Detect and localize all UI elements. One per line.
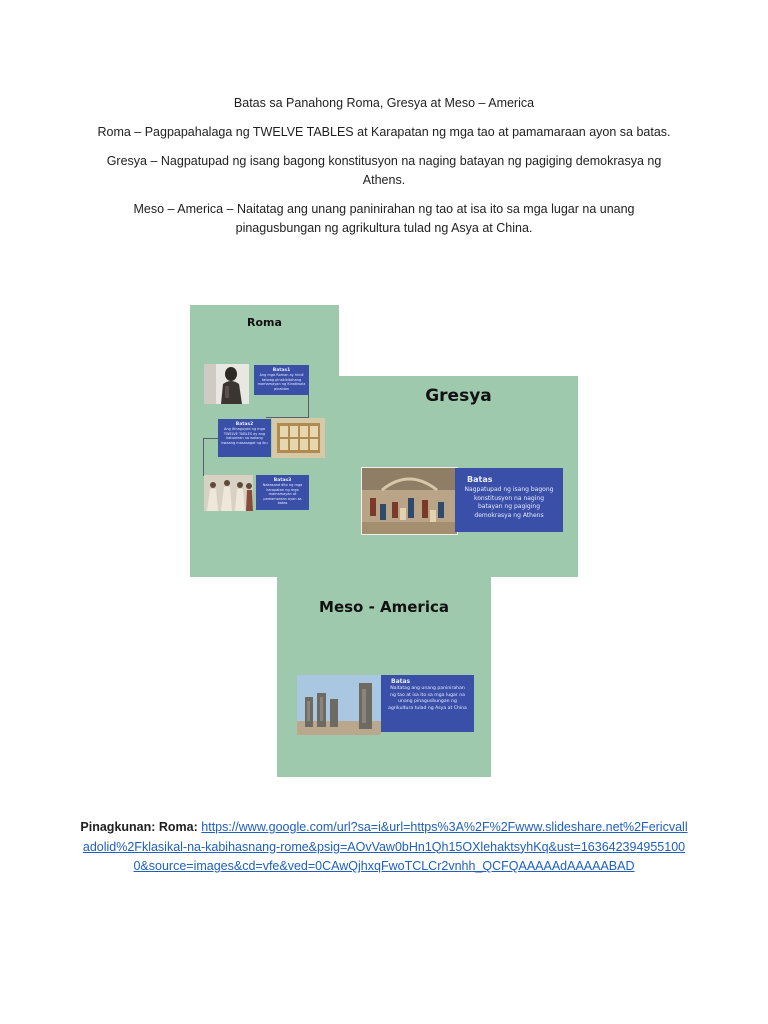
roma-box-2-text: Ang itinaguyod ng mga TWELVE TABLES ay ang katuwiran na walang bwaang masasagot ng ibu xyxy=(221,427,268,445)
roma-box-1-heading: Batas1 xyxy=(272,368,291,373)
toltec-statues-image xyxy=(297,675,381,735)
roma-box-3-heading: Batas3 xyxy=(273,478,292,483)
meso-america-box xyxy=(381,675,474,732)
roma-box-3-text: Nakasaad dito ng mga karapatan ng mga mamamayan at pamamaraan ayon sa batas xyxy=(262,483,303,505)
gresya-card-title: Gresya xyxy=(425,386,492,406)
connector-line xyxy=(203,438,204,476)
roma-box-3 xyxy=(256,475,309,510)
roma-photo-senators xyxy=(204,475,253,511)
gresya-photo xyxy=(361,467,458,535)
meso-america-box-text: Naitatag ang unang paninirahan ng tao at isa ito sa mga lugar na unang pinagusbungan ng agrikultura tulad ng Asya at China xyxy=(388,686,467,711)
roma-photo-twelve-tables xyxy=(272,418,325,458)
source-label: Pinagkunan: Roma: xyxy=(80,820,198,834)
gresya-box-heading: Batas xyxy=(467,475,493,484)
roma-card xyxy=(190,305,339,577)
paragraph-gresya: Gresya – Nagpatupad ng isang bagong konstitusyon na naging batayan ng pagiging demokrasya ng Athens. xyxy=(106,154,662,187)
source-citation xyxy=(80,818,688,877)
connector-line xyxy=(203,438,218,439)
twelve-tables-image xyxy=(272,418,325,458)
meso-america-card xyxy=(277,577,491,777)
paragraph-meso-america: Meso – America – Naitatag ang unang paninirahan ng tao at isa ito sa mga lugar na unang pinagusbungan ng agrikultura tulad ng Asya at China. xyxy=(133,202,635,235)
statue-image xyxy=(204,364,249,404)
roma-box-1 xyxy=(254,365,309,395)
senators-image xyxy=(204,475,253,511)
meso-america-photo xyxy=(297,675,381,735)
gresya-box-text: Nagpatupad ng isang bagong konstitusyon na naging batayan ng pagiging demokrasya ng Athens xyxy=(464,486,554,519)
meso-america-box-heading: Batas xyxy=(391,678,411,685)
roma-photo-statue xyxy=(204,364,249,404)
paragraph-roma: Roma – Pagpapahalaga ng TWELVE TABLES at Karapatan ng mga tao at pamamaraan ayon sa batas. xyxy=(97,125,671,139)
gresya-card xyxy=(339,376,578,577)
roma-box-2-heading: Batas2 xyxy=(235,422,254,427)
source-link[interactable]: https://www.google.com/url?sa=i&url=https%3A%2F%2Fwww.slideshare.net%2Fericvalladolid%2Fklasikal-na-kabihasnang-rome&psig=AOvVaw0bHn1Qh15OXlehaktsyhKq&ust=1636423949551000&source=images&cd=vfe&ved=0CAwQjhxqFwoTCLCr2vnhh_QCFQAAAAAdAAAAABAD xyxy=(82,820,688,873)
roma-card-title: Roma xyxy=(247,316,282,329)
gresya-box xyxy=(455,468,563,532)
school-of-athens-image xyxy=(362,468,457,534)
roma-box-1-text: Ang mga Roman ay hindi tatwag pinakikitahang mamamayan ng Kinatiwala pinaidon xyxy=(257,373,306,391)
roma-box-2 xyxy=(218,419,271,457)
meso-america-card-title: Meso - America xyxy=(319,598,449,616)
document-title: Batas sa Panahong Roma, Gresya at Meso – America xyxy=(233,96,535,110)
